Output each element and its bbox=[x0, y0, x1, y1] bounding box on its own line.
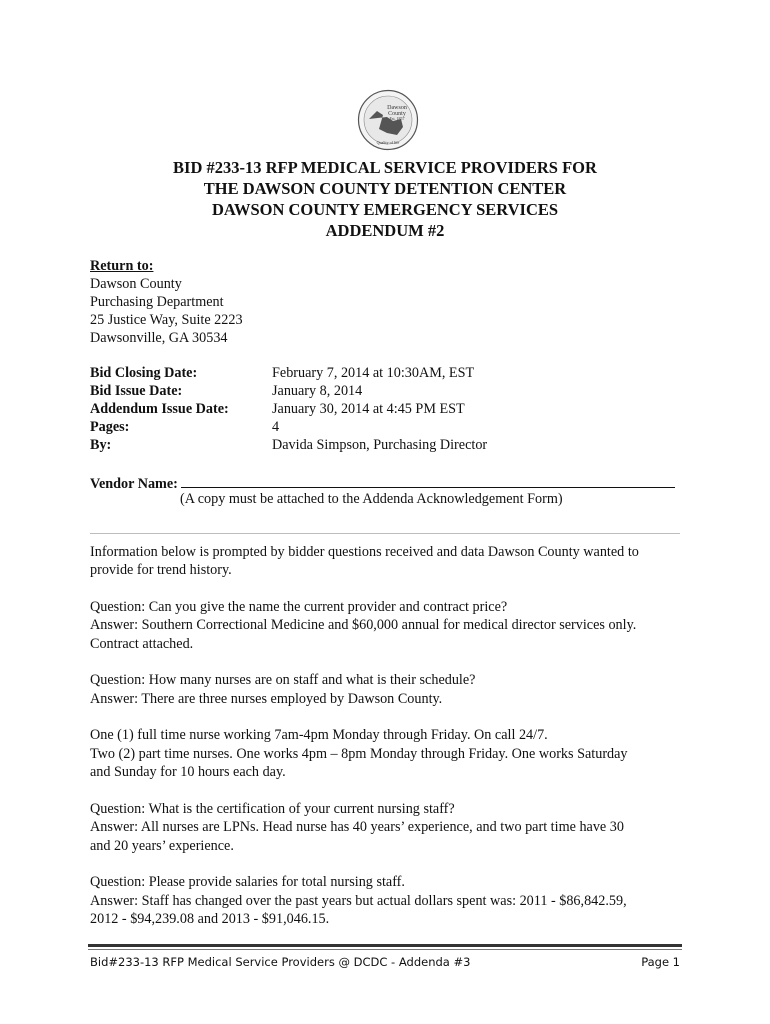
return-line: Dawsonville, GA 30534 bbox=[90, 330, 228, 346]
return-heading: Return to: bbox=[90, 258, 154, 274]
paragraph bbox=[90, 598, 680, 653]
info-value: Davida Simpson, Purchasing Director bbox=[272, 437, 488, 453]
text-line: Answer: Staff has changed over the past years but actual dollars spent was: 2011 - $86,842.59, bbox=[90, 892, 627, 909]
svg-text:Est. 1857: Est. 1857 bbox=[389, 116, 405, 121]
info-label: Pages: bbox=[90, 419, 130, 435]
text-line: Answer: Southern Correctional Medicine and $60,000 annual for medical director services only. bbox=[90, 617, 637, 634]
vendor-name-label: Vendor Name: bbox=[90, 476, 178, 492]
section-divider bbox=[90, 533, 680, 534]
text-line: Answer: There are three nurses employed by Dawson County. bbox=[90, 690, 443, 707]
paragraph bbox=[90, 671, 680, 708]
text-line: Question: Please provide salaries for total nursing staff. bbox=[90, 874, 405, 891]
info-label: Bid Issue Date: bbox=[90, 383, 183, 399]
vendor-note: (A copy must be attached to the Addenda Acknowledgement Form) bbox=[180, 491, 563, 507]
text-line: Two (2) part time nurses. One works 4pm – 8pm Monday through Friday. One works Saturday bbox=[90, 745, 628, 762]
footer-rule-thin bbox=[88, 949, 682, 950]
info-value: 4 bbox=[272, 419, 280, 435]
svg-text:Quality of life: Quality of life bbox=[376, 140, 400, 145]
title-line-3: DAWSON COUNTY EMERGENCY SERVICES bbox=[211, 200, 559, 219]
svg-text:County: County bbox=[388, 111, 406, 117]
text-line: provide for trend history. bbox=[90, 562, 232, 579]
text-line: Information below is prompted by bidder questions received and data Dawson County wanted to bbox=[90, 544, 639, 560]
info-value: January 30, 2014 at 4:45 PM EST bbox=[272, 401, 465, 417]
bid-info-table bbox=[90, 364, 487, 454]
seal-name-text: Dawson bbox=[387, 105, 407, 111]
text-line: 2012 - $94,239.08 and 2013 - $91,046.15. bbox=[90, 911, 330, 928]
paragraph bbox=[90, 873, 680, 928]
page-footer bbox=[90, 955, 680, 969]
info-row-closing-date bbox=[90, 364, 487, 382]
text-line: Question: Can you give the name the current provider and contract price? bbox=[90, 599, 508, 615]
return-line: 25 Justice Way, Suite 2223 bbox=[90, 312, 243, 328]
text-line: Question: What is the certification of your current nursing staff? bbox=[90, 800, 455, 817]
text-line: Question: How many nurses are on staff and what is their schedule? bbox=[90, 672, 476, 689]
info-value: January 8, 2014 bbox=[272, 383, 363, 399]
info-row-by bbox=[90, 436, 487, 454]
addendum-body bbox=[90, 543, 680, 947]
text-line: One (1) full time nurse working 7am-4pm Monday through Friday. On call 24/7. bbox=[90, 727, 548, 744]
title-line-2: THE DAWSON COUNTY DETENTION CENTER bbox=[203, 179, 567, 198]
footer-rule bbox=[88, 944, 682, 947]
text-line: Answer: All nurses are LPNs. Head nurse has 40 years’ experience, and two part time have 30 bbox=[90, 819, 624, 836]
footer-doc-title: Bid#233-13 RFP Medical Service Providers @ DCDC - Addenda #3 bbox=[90, 955, 471, 969]
info-label: Addendum Issue Date: bbox=[90, 401, 229, 417]
paragraph bbox=[90, 543, 680, 580]
text-line: and 20 years’ experience. bbox=[90, 837, 234, 854]
info-value: February 7, 2014 at 10:30AM, EST bbox=[272, 365, 475, 381]
info-row-addendum-date bbox=[90, 400, 487, 418]
county-seal-logo bbox=[357, 89, 419, 151]
return-address bbox=[90, 257, 243, 347]
return-line: Dawson County bbox=[90, 276, 182, 292]
text-line: and Sunday for 10 hours each day. bbox=[90, 764, 286, 781]
paragraph bbox=[90, 800, 680, 855]
document-title bbox=[90, 157, 680, 241]
info-row-pages bbox=[90, 418, 487, 436]
info-label: By: bbox=[90, 437, 112, 453]
vendor-name-field[interactable] bbox=[181, 474, 675, 488]
text-line: Contract attached. bbox=[90, 635, 194, 652]
footer-page-number: Page 1 bbox=[641, 955, 680, 969]
title-line-1: BID #233-13 RFP MEDICAL SERVICE PROVIDERS FOR bbox=[173, 158, 597, 177]
info-row-issue-date bbox=[90, 382, 487, 400]
title-line-4: ADDENDUM #2 bbox=[325, 221, 445, 240]
return-line: Purchasing Department bbox=[90, 294, 224, 310]
paragraph bbox=[90, 726, 680, 781]
info-label: Bid Closing Date: bbox=[90, 365, 198, 381]
